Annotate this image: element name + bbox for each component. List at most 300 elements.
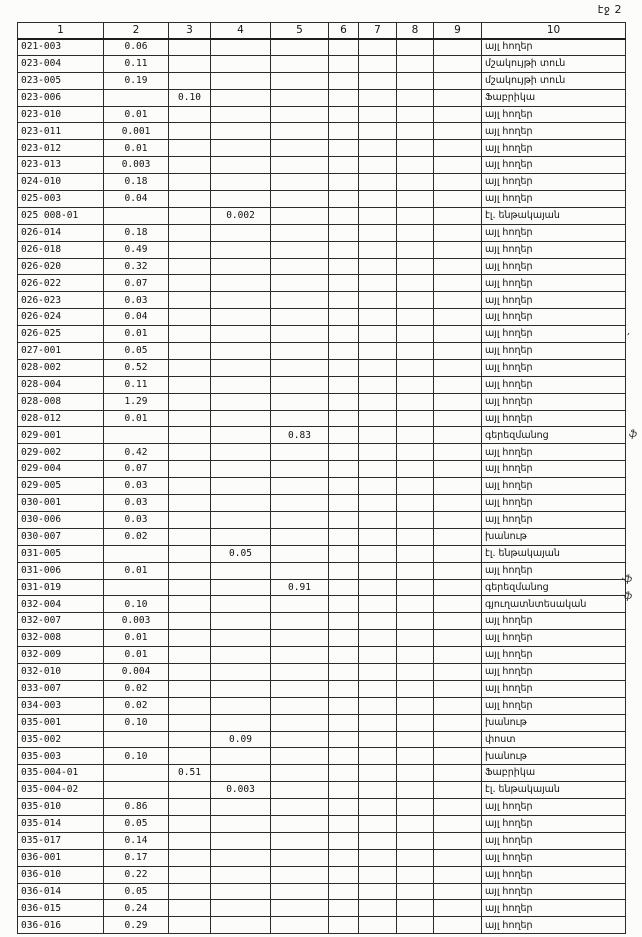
area-col-2: 0.86 bbox=[104, 799, 169, 816]
col-7 bbox=[359, 917, 397, 934]
land-use-label: այլ հողեր bbox=[482, 292, 626, 309]
col-8 bbox=[397, 123, 434, 140]
area-col-5 bbox=[271, 89, 329, 106]
col-7 bbox=[359, 106, 397, 123]
column-header: 3 bbox=[169, 23, 211, 39]
area-col-2: 0.02 bbox=[104, 528, 169, 545]
area-col-2: 0.42 bbox=[104, 444, 169, 461]
area-col-3 bbox=[169, 326, 211, 343]
land-use-label: այլ հողեր bbox=[482, 849, 626, 866]
col-6 bbox=[329, 326, 359, 343]
col-8 bbox=[397, 157, 434, 174]
area-col-5 bbox=[271, 697, 329, 714]
table-row bbox=[18, 343, 626, 360]
table-row bbox=[18, 731, 626, 748]
col-8 bbox=[397, 579, 434, 596]
area-col-4 bbox=[211, 343, 271, 360]
area-col-5 bbox=[271, 275, 329, 292]
col-6 bbox=[329, 461, 359, 478]
col-8 bbox=[397, 174, 434, 191]
area-col-5 bbox=[271, 630, 329, 647]
col-8 bbox=[397, 292, 434, 309]
area-col-5 bbox=[271, 528, 329, 545]
area-col-5: 0.83 bbox=[271, 427, 329, 444]
area-col-5 bbox=[271, 647, 329, 664]
col-6 bbox=[329, 157, 359, 174]
area-col-4 bbox=[211, 697, 271, 714]
col-6 bbox=[329, 748, 359, 765]
col-6 bbox=[329, 562, 359, 579]
area-col-5 bbox=[271, 343, 329, 360]
parcel-code: 036-001 bbox=[18, 849, 104, 866]
table-row bbox=[18, 866, 626, 883]
col-7 bbox=[359, 444, 397, 461]
col-9 bbox=[434, 89, 482, 106]
col-6 bbox=[329, 511, 359, 528]
col-7 bbox=[359, 461, 397, 478]
area-col-3 bbox=[169, 376, 211, 393]
area-col-4: 0.003 bbox=[211, 782, 271, 799]
col-6 bbox=[329, 849, 359, 866]
parcel-code: 029-002 bbox=[18, 444, 104, 461]
parcel-code: 028-004 bbox=[18, 376, 104, 393]
area-col-2 bbox=[104, 545, 169, 562]
parcel-code: 035-017 bbox=[18, 832, 104, 849]
col-7 bbox=[359, 545, 397, 562]
col-8 bbox=[397, 511, 434, 528]
column-header: 1 bbox=[18, 23, 104, 39]
area-col-4 bbox=[211, 917, 271, 934]
land-use-label: խանութ bbox=[482, 748, 626, 765]
col-7 bbox=[359, 309, 397, 326]
parcel-code: 032-009 bbox=[18, 647, 104, 664]
area-col-3 bbox=[169, 207, 211, 224]
table-row bbox=[18, 224, 626, 241]
col-9 bbox=[434, 765, 482, 782]
col-7 bbox=[359, 630, 397, 647]
area-col-4 bbox=[211, 55, 271, 72]
area-col-3 bbox=[169, 782, 211, 799]
area-col-3 bbox=[169, 343, 211, 360]
area-col-4: 0.002 bbox=[211, 207, 271, 224]
parcel-code: 032-007 bbox=[18, 613, 104, 630]
table-row bbox=[18, 782, 626, 799]
col-8 bbox=[397, 444, 434, 461]
land-use-label: փոստ bbox=[482, 731, 626, 748]
area-col-5 bbox=[271, 461, 329, 478]
area-col-2 bbox=[104, 765, 169, 782]
col-6 bbox=[329, 680, 359, 697]
area-col-5 bbox=[271, 55, 329, 72]
area-col-4: 0.09 bbox=[211, 731, 271, 748]
area-col-4 bbox=[211, 647, 271, 664]
col-9 bbox=[434, 849, 482, 866]
land-use-label: այլ հողեր bbox=[482, 157, 626, 174]
area-col-5 bbox=[271, 511, 329, 528]
area-col-3 bbox=[169, 613, 211, 630]
table-row bbox=[18, 461, 626, 478]
area-col-2: 0.11 bbox=[104, 376, 169, 393]
col-7 bbox=[359, 731, 397, 748]
col-8 bbox=[397, 106, 434, 123]
col-9 bbox=[434, 444, 482, 461]
area-col-3 bbox=[169, 157, 211, 174]
land-use-label: այլ հողեր bbox=[482, 393, 626, 410]
land-use-label: այլ հողեր bbox=[482, 832, 626, 849]
area-col-3 bbox=[169, 106, 211, 123]
col-8 bbox=[397, 545, 434, 562]
area-col-4 bbox=[211, 359, 271, 376]
col-6 bbox=[329, 596, 359, 613]
table-row bbox=[18, 207, 626, 224]
area-col-3 bbox=[169, 866, 211, 883]
area-col-4 bbox=[211, 596, 271, 613]
table-row bbox=[18, 883, 626, 900]
land-use-label: այլ հողեր bbox=[482, 697, 626, 714]
parcel-code: 025 008-01 bbox=[18, 207, 104, 224]
col-8 bbox=[397, 866, 434, 883]
col-9 bbox=[434, 799, 482, 816]
parcel-code: 024-010 bbox=[18, 174, 104, 191]
col-8 bbox=[397, 207, 434, 224]
table-body bbox=[18, 39, 626, 934]
col-9 bbox=[434, 343, 482, 360]
parcel-code: 023-004 bbox=[18, 55, 104, 72]
area-col-4 bbox=[211, 191, 271, 208]
col-6 bbox=[329, 427, 359, 444]
col-8 bbox=[397, 663, 434, 680]
area-col-4 bbox=[211, 748, 271, 765]
area-col-3: 0.10 bbox=[169, 89, 211, 106]
land-use-label: այլ հողեր bbox=[482, 613, 626, 630]
land-use-label: այլ հողեր bbox=[482, 326, 626, 343]
table-row bbox=[18, 39, 626, 56]
area-col-3 bbox=[169, 72, 211, 89]
area-col-2 bbox=[104, 782, 169, 799]
col-8 bbox=[397, 697, 434, 714]
area-col-2 bbox=[104, 427, 169, 444]
parcel-code: 023-005 bbox=[18, 72, 104, 89]
table-row bbox=[18, 613, 626, 630]
col-6 bbox=[329, 799, 359, 816]
col-6 bbox=[329, 883, 359, 900]
area-col-5 bbox=[271, 478, 329, 495]
area-col-4 bbox=[211, 866, 271, 883]
table-row bbox=[18, 376, 626, 393]
area-col-3 bbox=[169, 410, 211, 427]
area-col-2: 0.01 bbox=[104, 106, 169, 123]
area-col-5 bbox=[271, 326, 329, 343]
col-7 bbox=[359, 832, 397, 849]
table-row bbox=[18, 849, 626, 866]
col-9 bbox=[434, 866, 482, 883]
area-col-3 bbox=[169, 511, 211, 528]
col-6 bbox=[329, 444, 359, 461]
area-col-2: 0.03 bbox=[104, 478, 169, 495]
area-col-5 bbox=[271, 292, 329, 309]
col-6 bbox=[329, 376, 359, 393]
col-9 bbox=[434, 174, 482, 191]
table-row bbox=[18, 562, 626, 579]
land-use-label: էլ. ենթակայան bbox=[482, 545, 626, 562]
col-6 bbox=[329, 174, 359, 191]
col-6 bbox=[329, 241, 359, 258]
col-7 bbox=[359, 562, 397, 579]
area-col-4 bbox=[211, 883, 271, 900]
parcel-code: 035-010 bbox=[18, 799, 104, 816]
area-col-4 bbox=[211, 140, 271, 157]
col-6 bbox=[329, 72, 359, 89]
table-row bbox=[18, 157, 626, 174]
area-col-3 bbox=[169, 714, 211, 731]
land-use-label: խանութ bbox=[482, 528, 626, 545]
table-row bbox=[18, 579, 626, 596]
area-col-4 bbox=[211, 241, 271, 258]
col-8 bbox=[397, 140, 434, 157]
area-col-2: 0.11 bbox=[104, 55, 169, 72]
area-col-5 bbox=[271, 376, 329, 393]
col-7 bbox=[359, 748, 397, 765]
col-9 bbox=[434, 832, 482, 849]
table-row bbox=[18, 359, 626, 376]
column-header: 4 bbox=[211, 23, 271, 39]
table-row bbox=[18, 258, 626, 275]
table-row bbox=[18, 326, 626, 343]
area-col-3 bbox=[169, 258, 211, 275]
parcel-code: 030-006 bbox=[18, 511, 104, 528]
land-use-label: այլ հողեր bbox=[482, 461, 626, 478]
area-col-2: 0.01 bbox=[104, 410, 169, 427]
parcel-code: 028-012 bbox=[18, 410, 104, 427]
col-8 bbox=[397, 89, 434, 106]
table-row bbox=[18, 292, 626, 309]
col-6 bbox=[329, 123, 359, 140]
col-7 bbox=[359, 275, 397, 292]
col-8 bbox=[397, 596, 434, 613]
col-9 bbox=[434, 359, 482, 376]
col-9 bbox=[434, 309, 482, 326]
land-use-label: Ֆաբրիկա bbox=[482, 765, 626, 782]
land-use-label: էլ. ենթակայան bbox=[482, 782, 626, 799]
col-9 bbox=[434, 72, 482, 89]
col-7 bbox=[359, 647, 397, 664]
area-col-3 bbox=[169, 528, 211, 545]
col-7 bbox=[359, 782, 397, 799]
area-col-5 bbox=[271, 799, 329, 816]
parcel-code: 028-008 bbox=[18, 393, 104, 410]
col-6 bbox=[329, 697, 359, 714]
table-row bbox=[18, 528, 626, 545]
area-col-5 bbox=[271, 663, 329, 680]
col-6 bbox=[329, 275, 359, 292]
area-col-3 bbox=[169, 359, 211, 376]
col-9 bbox=[434, 883, 482, 900]
col-8 bbox=[397, 782, 434, 799]
col-8 bbox=[397, 72, 434, 89]
area-col-3 bbox=[169, 832, 211, 849]
area-col-2: 0.01 bbox=[104, 326, 169, 343]
col-9 bbox=[434, 495, 482, 512]
col-9 bbox=[434, 292, 482, 309]
parcel-code: 026-022 bbox=[18, 275, 104, 292]
area-col-4 bbox=[211, 714, 271, 731]
area-col-3 bbox=[169, 647, 211, 664]
land-use-label: այլ հողեր bbox=[482, 866, 626, 883]
area-col-2: 0.29 bbox=[104, 917, 169, 934]
area-col-2: 0.004 bbox=[104, 663, 169, 680]
land-use-label: այլ հողեր bbox=[482, 647, 626, 664]
area-col-4 bbox=[211, 39, 271, 56]
land-use-label: մշակույթի տուն bbox=[482, 72, 626, 89]
area-col-2 bbox=[104, 731, 169, 748]
col-6 bbox=[329, 714, 359, 731]
col-9 bbox=[434, 815, 482, 832]
parcel-code: 030-007 bbox=[18, 528, 104, 545]
area-col-2: 0.52 bbox=[104, 359, 169, 376]
area-col-3: 0.51 bbox=[169, 765, 211, 782]
area-col-3 bbox=[169, 461, 211, 478]
land-use-label: այլ հողեր bbox=[482, 495, 626, 512]
area-col-4 bbox=[211, 832, 271, 849]
area-col-4 bbox=[211, 613, 271, 630]
col-6 bbox=[329, 917, 359, 934]
col-7 bbox=[359, 224, 397, 241]
area-col-2: 0.17 bbox=[104, 849, 169, 866]
table-row bbox=[18, 596, 626, 613]
col-6 bbox=[329, 866, 359, 883]
area-col-5 bbox=[271, 123, 329, 140]
area-col-4 bbox=[211, 579, 271, 596]
area-col-2: 0.49 bbox=[104, 241, 169, 258]
land-use-label: այլ հողեր bbox=[482, 900, 626, 917]
col-8 bbox=[397, 343, 434, 360]
col-6 bbox=[329, 900, 359, 917]
parcel-code: 026-020 bbox=[18, 258, 104, 275]
land-use-label: այլ հողեր bbox=[482, 799, 626, 816]
area-col-2: 0.03 bbox=[104, 495, 169, 512]
area-col-3 bbox=[169, 495, 211, 512]
area-col-3 bbox=[169, 123, 211, 140]
land-use-label: այլ հողեր bbox=[482, 410, 626, 427]
parcel-code: 032-008 bbox=[18, 630, 104, 647]
land-use-label: այլ հողեր bbox=[482, 511, 626, 528]
parcel-code: 035-003 bbox=[18, 748, 104, 765]
col-9 bbox=[434, 562, 482, 579]
area-col-3 bbox=[169, 478, 211, 495]
col-8 bbox=[397, 680, 434, 697]
area-col-2: 0.07 bbox=[104, 275, 169, 292]
land-use-label: այլ հողեր bbox=[482, 359, 626, 376]
area-col-2: 0.06 bbox=[104, 39, 169, 56]
col-7 bbox=[359, 72, 397, 89]
col-6 bbox=[329, 191, 359, 208]
table-row bbox=[18, 815, 626, 832]
col-8 bbox=[397, 765, 434, 782]
parcel-code: 025-003 bbox=[18, 191, 104, 208]
land-use-label: այլ հողեր bbox=[482, 174, 626, 191]
col-9 bbox=[434, 917, 482, 934]
col-7 bbox=[359, 579, 397, 596]
parcel-code: 029-001 bbox=[18, 427, 104, 444]
table-row bbox=[18, 799, 626, 816]
area-col-4 bbox=[211, 106, 271, 123]
col-9 bbox=[434, 393, 482, 410]
handwritten-mark: ֆ bbox=[629, 429, 638, 440]
col-9 bbox=[434, 478, 482, 495]
area-col-3 bbox=[169, 883, 211, 900]
land-use-label: խանութ bbox=[482, 714, 626, 731]
handwritten-mark: ·ֆ bbox=[621, 591, 633, 602]
col-7 bbox=[359, 900, 397, 917]
col-9 bbox=[434, 258, 482, 275]
area-col-2: 0.03 bbox=[104, 511, 169, 528]
col-7 bbox=[359, 410, 397, 427]
col-8 bbox=[397, 393, 434, 410]
col-9 bbox=[434, 157, 482, 174]
area-col-2 bbox=[104, 579, 169, 596]
table-row bbox=[18, 630, 626, 647]
col-7 bbox=[359, 55, 397, 72]
parcel-code: 031-006 bbox=[18, 562, 104, 579]
col-9 bbox=[434, 410, 482, 427]
col-6 bbox=[329, 292, 359, 309]
handwritten-mark: ’ bbox=[626, 332, 630, 343]
area-col-5 bbox=[271, 72, 329, 89]
col-6 bbox=[329, 579, 359, 596]
area-col-4 bbox=[211, 461, 271, 478]
column-header: 8 bbox=[397, 23, 434, 39]
land-use-label: այլ հողեր bbox=[482, 680, 626, 697]
col-6 bbox=[329, 359, 359, 376]
area-col-3 bbox=[169, 55, 211, 72]
col-7 bbox=[359, 241, 397, 258]
page-number-label: էջ 2 bbox=[597, 3, 622, 16]
area-col-2: 0.10 bbox=[104, 596, 169, 613]
col-6 bbox=[329, 630, 359, 647]
table-row bbox=[18, 478, 626, 495]
col-6 bbox=[329, 478, 359, 495]
table-row bbox=[18, 714, 626, 731]
parcel-code: 029-004 bbox=[18, 461, 104, 478]
table-row bbox=[18, 680, 626, 697]
col-6 bbox=[329, 39, 359, 56]
parcel-code: 032-010 bbox=[18, 663, 104, 680]
area-col-3 bbox=[169, 680, 211, 697]
parcel-code: 035-004-02 bbox=[18, 782, 104, 799]
parcel-code: 036-016 bbox=[18, 917, 104, 934]
area-col-4 bbox=[211, 224, 271, 241]
table-row bbox=[18, 444, 626, 461]
area-col-4 bbox=[211, 663, 271, 680]
area-col-4 bbox=[211, 275, 271, 292]
land-use-label: այլ հողեր bbox=[482, 376, 626, 393]
table-row bbox=[18, 663, 626, 680]
table-row bbox=[18, 647, 626, 664]
land-use-label: այլ հողեր bbox=[482, 191, 626, 208]
parcel-code: 034-003 bbox=[18, 697, 104, 714]
area-col-5 bbox=[271, 849, 329, 866]
table-row bbox=[18, 106, 626, 123]
area-col-4 bbox=[211, 292, 271, 309]
table-row bbox=[18, 191, 626, 208]
col-8 bbox=[397, 849, 434, 866]
col-9 bbox=[434, 241, 482, 258]
table-row bbox=[18, 900, 626, 917]
area-col-3 bbox=[169, 849, 211, 866]
land-use-label: այլ հողեր bbox=[482, 815, 626, 832]
col-8 bbox=[397, 478, 434, 495]
col-7 bbox=[359, 815, 397, 832]
